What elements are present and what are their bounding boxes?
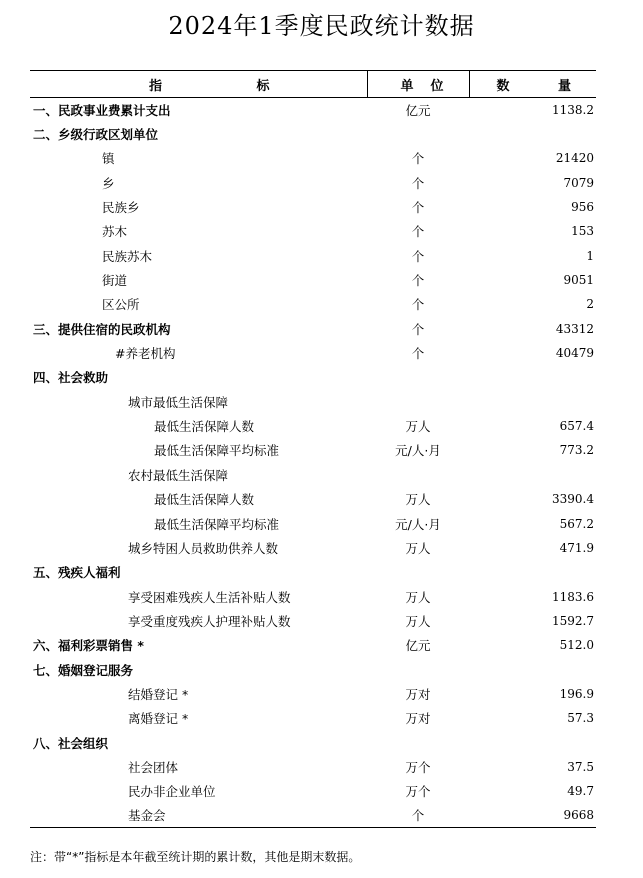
indicator-cell: 一、民政事业费累计支出 [33, 102, 171, 118]
indicator-cell: 城乡特困人员救助供养人数 [128, 540, 279, 556]
value-cell [469, 730, 596, 754]
unit-cell: 元/人·月 [395, 443, 441, 459]
indicator-cell: 基金会 [30, 803, 367, 827]
unit-cell: 万人 [405, 492, 431, 508]
statistics-table [30, 70, 596, 828]
value-cell: 37.5 [567, 759, 594, 774]
unit-cell [367, 390, 469, 414]
indicator-cell: 七、婚姻登记服务 [33, 662, 134, 678]
indicator-cell: 四、社会救助 [33, 370, 109, 386]
indicator-cell: 三、提供住宿的民政机构 [33, 321, 171, 337]
table-row [30, 779, 596, 803]
value-cell [469, 463, 596, 487]
value-cell: 1138.2 [552, 102, 594, 117]
unit-cell: 个 [411, 151, 425, 167]
value-cell: 57.3 [567, 711, 594, 726]
indicator-cell: 民族苏木 [102, 248, 153, 264]
indicator-cell: 八、社会组织 [33, 735, 109, 751]
value-cell [469, 657, 596, 681]
unit-cell: 个 [411, 200, 425, 216]
indicator-cell: 二、乡级行政区划单位 [33, 127, 159, 143]
value-cell: 7079 [563, 175, 594, 190]
value-cell: 1 [586, 248, 594, 263]
table-row [30, 98, 596, 122]
unit-cell: 个 [411, 175, 425, 191]
value-cell: 567.2 [559, 516, 594, 531]
table-row [30, 292, 596, 316]
value-cell [469, 365, 596, 389]
indicator-cell: 城市最低生活保障 [128, 394, 229, 410]
table-row [30, 755, 596, 779]
header-value-char-1: 数 [496, 78, 510, 94]
table-row [30, 390, 596, 414]
unit-cell [367, 463, 469, 487]
table-row [30, 682, 596, 706]
value-cell [469, 122, 596, 146]
unit-cell [367, 657, 469, 681]
header-unit-char-2: 位 [430, 78, 444, 94]
table-row [30, 365, 596, 389]
table-row [30, 706, 596, 730]
value-cell: 1183.6 [552, 589, 594, 604]
value-cell: 40479 [555, 346, 594, 361]
unit-cell: 个 [411, 297, 425, 313]
table-row [30, 244, 596, 268]
unit-cell: 亿元 [405, 102, 431, 118]
unit-cell: 万人 [405, 419, 431, 435]
value-cell: 3390.4 [552, 492, 594, 507]
header-value [469, 71, 596, 98]
table-row [30, 268, 596, 292]
unit-cell [367, 560, 469, 584]
value-cell: 657.4 [559, 419, 594, 434]
table-row [30, 803, 596, 827]
table-row [30, 438, 596, 462]
indicator-cell: 最低生活保障平均标准 [154, 443, 280, 459]
table-row [30, 219, 596, 243]
indicator-cell: 结婚登记 * [128, 686, 189, 702]
indicator-cell: 苏木 [102, 224, 128, 240]
table-row [30, 584, 596, 608]
value-cell: 9668 [469, 803, 596, 827]
table-row [30, 341, 596, 365]
indicator-cell: 享受困难残疾人生活补贴人数 [128, 589, 291, 605]
table-row [30, 511, 596, 535]
unit-cell: 个 [411, 321, 425, 337]
indicator-cell: 最低生活保障人数 [154, 419, 255, 435]
table-row [30, 609, 596, 633]
unit-cell: 万个 [405, 784, 431, 800]
unit-cell: 万人 [405, 589, 431, 605]
indicator-cell: 离婚登记 * [128, 711, 189, 727]
value-cell: 2 [586, 297, 594, 312]
unit-cell: 个 [411, 224, 425, 240]
header-indicator-char-1: 指 [149, 78, 163, 94]
indicator-cell: 民族乡 [102, 200, 140, 216]
table-row [30, 463, 596, 487]
table-row [30, 730, 596, 754]
unit-cell: 万对 [405, 686, 431, 702]
indicator-cell: 享受重度残疾人护理补贴人数 [128, 613, 291, 629]
unit-cell: 万人 [405, 613, 431, 629]
value-cell: 512.0 [559, 638, 594, 653]
unit-cell: 元/人·月 [395, 516, 441, 532]
value-cell: 1592.7 [552, 613, 594, 628]
table-row [30, 146, 596, 170]
table-body [30, 98, 596, 828]
indicator-cell: 乡 [102, 175, 115, 191]
header-indicator-char-2: 标 [256, 78, 270, 94]
indicator-cell: 街道 [102, 273, 128, 289]
value-cell [469, 560, 596, 584]
indicator-cell: 区公所 [102, 297, 140, 313]
value-cell: 43312 [555, 321, 594, 336]
table-header-row [30, 71, 596, 98]
unit-cell [367, 122, 469, 146]
unit-cell: 亿元 [405, 638, 431, 654]
table-row [30, 317, 596, 341]
indicator-cell: 民办非企业单位 [128, 784, 216, 800]
unit-cell: 万对 [405, 711, 431, 727]
table-row [30, 657, 596, 681]
indicator-cell: 农村最低生活保障 [128, 467, 229, 483]
indicator-cell: 社会团体 [128, 759, 179, 775]
value-cell: 471.9 [559, 540, 594, 555]
value-cell: 49.7 [567, 784, 594, 799]
header-value-char-2: 量 [557, 78, 571, 94]
indicator-cell: 最低生活保障人数 [154, 492, 255, 508]
unit-cell: 个 [367, 803, 469, 827]
indicator-cell: 五、残疾人福利 [33, 565, 121, 581]
page-title: 2024年1季度民政统计数据 [168, 12, 475, 40]
unit-cell: 个 [411, 346, 425, 362]
table-row [30, 195, 596, 219]
indicator-cell: #养老机构 [115, 346, 176, 362]
unit-cell: 万人 [405, 540, 431, 556]
value-cell: 153 [571, 224, 594, 239]
footnote: 注：带“*”指标是本年截至统计期的累计数，其他是期末数据。 [30, 850, 361, 864]
unit-cell [367, 730, 469, 754]
unit-cell: 个 [411, 248, 425, 264]
table-row [30, 414, 596, 438]
table-row [30, 171, 596, 195]
unit-cell: 个 [411, 273, 425, 289]
value-cell: 956 [571, 200, 594, 215]
value-cell: 9051 [563, 273, 594, 288]
header-indicator [30, 71, 367, 98]
value-cell: 196.9 [559, 686, 594, 701]
value-cell: 21420 [555, 151, 594, 166]
value-cell: 773.2 [559, 443, 594, 458]
table-row [30, 487, 596, 511]
value-cell [469, 390, 596, 414]
table-row [30, 560, 596, 584]
indicator-cell: 六、福利彩票销售 * [33, 638, 144, 654]
header-unit-char-1: 单 [400, 78, 414, 94]
unit-cell: 万个 [405, 759, 431, 775]
header-unit [367, 71, 469, 98]
table-row [30, 536, 596, 560]
table-row [30, 633, 596, 657]
indicator-cell: 镇 [102, 151, 115, 167]
indicator-cell: 最低生活保障平均标准 [154, 516, 280, 532]
unit-cell [367, 365, 469, 389]
table-row [30, 122, 596, 146]
